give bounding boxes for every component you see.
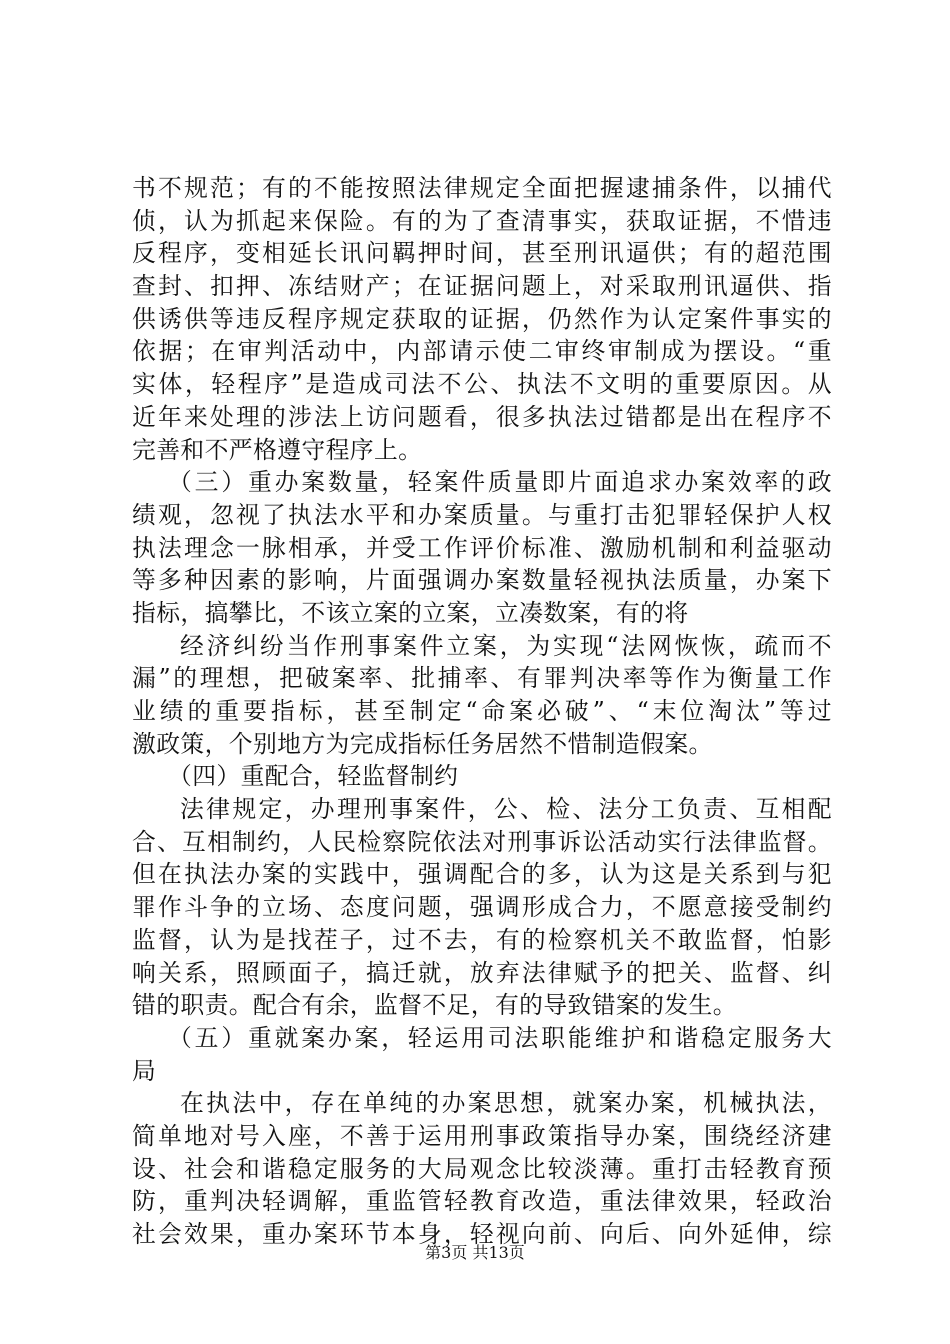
document-body [132, 172, 832, 1251]
text-line: 错的职责。配合有余，监督不足，有的导致错案的发生。 [132, 991, 737, 1020]
text-line: 供诱供等违反程序规定获取的证据，仍然作为认定案件事实的 [132, 304, 832, 333]
text-line: 实体，轻程序”是造成司法不公、执法不文明的重要原因。从 [132, 370, 832, 399]
text-line: 简单地对号入座，不善于运用刑事政策指导办案，围绕经济建 [132, 1121, 832, 1150]
text-line: 依据；在审判活动中，内部请示使二审终审制成为摆设。“重 [132, 337, 832, 366]
text-line: 书不规范；有的不能按照法律规定全面把握逮捕条件，以捕代 [132, 174, 832, 202]
text-line: 社会效果，重办案环节本身，轻视向前、向后、向外延伸，综 [132, 1220, 832, 1248]
text-line: 局 [132, 1056, 157, 1085]
page-footer [0, 1243, 950, 1263]
text-line: 近年来处理的涉法上访问题看，很多执法过错都是出在程序不 [132, 402, 832, 431]
text-line: （五）重就案办案，轻运用司法职能维护和谐稳定服务大 [168, 1023, 832, 1052]
text-line: 查封、扣押、冻结财产；在证据问题上，对采取刑讯逼供、指 [132, 272, 832, 301]
text-line: 执法理念一脉相承，并受工作评价标准、激励机制和利益驱动 [132, 533, 832, 562]
text-line: 业绩的重要指标，甚至制定“命案必破”、“末位淘汰”等过 [132, 697, 832, 725]
text-line: 完善和不严格遵守程序上。 [132, 435, 423, 464]
text-line: 等多种因素的影响，片面强调办案数量轻视执法质量，办案下 [132, 566, 832, 595]
text-line: 激政策，个别地方为完成指标任务居然不惜制造假案。 [132, 729, 713, 758]
text-line: 罪作斗争的立场、态度问题，强调形成合力，不愿意接受制约 [132, 893, 832, 922]
text-line: 反程序，变相延长讯问羁押时间，甚至刑讯逼供；有的超范围 [132, 239, 832, 268]
text-line: 侦，认为抓起来保险。有的为了查清事实，获取证据，不惜违 [132, 206, 832, 235]
text-line: 指标，搞攀比，不该立案的立案，立凑数案，有的将 [132, 598, 689, 627]
text-line: 防，重判决轻调解，重监管轻教育改造，重法律效果，轻政治 [132, 1187, 832, 1216]
text-line: 漏”的理想，把破案率、批捕率、有罪判决率等作为衡量工作 [132, 664, 832, 693]
text-line: 合、互相制约，人民检察院依法对刑事诉讼活动实行法律监督。 [132, 827, 832, 856]
text-line: 经济纠纷当作刑事案件立案，为实现“法网恢恢，疏而不 [180, 631, 832, 660]
text-line: 在执法中，存在单纯的办案思想，就案办案，机械执法， [180, 1089, 832, 1118]
text-line: 绩观，忽视了执法水平和办案质量。与重打击犯罪轻保护人权 [132, 500, 832, 529]
text-line: 但在执法办案的实践中，强调配合的多，认为这是关系到与犯 [132, 860, 832, 889]
page-number: 第3页 共13页 [425, 1243, 525, 1262]
text-line: （四）重配合，轻监督制约 [168, 762, 459, 791]
text-line: 设、社会和谐稳定服务的大局观念比较淡薄。重打击轻教育预 [132, 1154, 832, 1183]
text-line: 法律规定，办理刑事案件，公、检、法分工负责、互相配 [180, 795, 832, 824]
text-line: （三）重办案数量，轻案件质量即片面追求办案效率的政 [168, 468, 832, 497]
text-line: 监督，认为是找茬子，过不去，有的检察机关不敢监督，怕影 [132, 925, 832, 954]
text-line: 响关系，照顾面子，搞迁就，放弃法律赋予的把关、监督、纠 [132, 958, 832, 987]
